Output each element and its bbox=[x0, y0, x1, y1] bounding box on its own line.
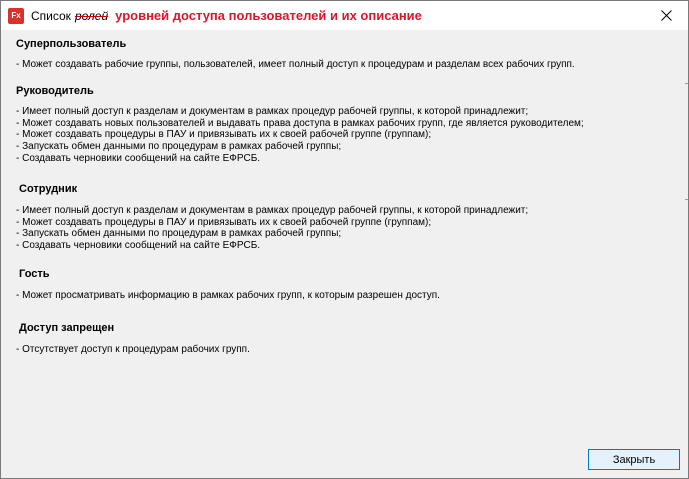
description-line: - Имеет полный доступ к разделам и документам в рамках процедур рабочей группы, к которой принадлежит; bbox=[16, 205, 529, 216]
close-button[interactable]: Закрыть bbox=[588, 449, 680, 470]
window-title-plain: Список bbox=[31, 8, 71, 23]
app-icon: Fx bbox=[8, 8, 24, 24]
section-title-employee: Сотрудник bbox=[19, 183, 78, 195]
description-line: - Может создавать процедуры в ПАУ и привязывать их к своей рабочей группе (группам); bbox=[16, 216, 432, 228]
section-lines-guest bbox=[16, 290, 440, 302]
section-title-manager: Руководитель bbox=[16, 85, 94, 97]
window-title-struck: ролей bbox=[74, 8, 109, 23]
title-bar bbox=[1, 1, 688, 30]
close-icon bbox=[661, 10, 672, 21]
window-close-button[interactable] bbox=[644, 1, 688, 30]
section-title-guest: Гость bbox=[19, 268, 50, 280]
section-title-superuser: Суперпользователь bbox=[16, 38, 127, 50]
description-line: - Может просматривать информацию в рамках рабочих групп, к которым разрешен доступ. bbox=[16, 290, 440, 301]
section-lines-superuser bbox=[16, 59, 575, 71]
description-line: - Запускать обмен данными по процедурам в рамках рабочей группы; bbox=[16, 141, 342, 153]
description-line: - Может создавать процедуры в ПАУ и привязывать их к своей рабочей группе (группам); bbox=[16, 129, 432, 141]
description-line: - Отсутствует доступ к процедурам рабочих групп. bbox=[16, 344, 250, 355]
description-line: - Может создавать новых пользователей и выдавать права доступа в рамках рабочих групп, где является руководителем; bbox=[16, 117, 584, 129]
description-line: - Имеет полный доступ к разделам и документам в рамках процедур рабочей группы, к которой принадлежит; bbox=[16, 106, 529, 117]
description-line: - Может создавать рабочие группы, пользователей, имеет полный доступ к процедурам и разделам всех рабочих групп. bbox=[16, 59, 575, 70]
window-title-annotation: уровней доступа пользователей и их описание bbox=[115, 8, 422, 23]
section-lines-employee bbox=[16, 205, 528, 252]
section-lines-manager bbox=[16, 106, 584, 165]
description-line: - Создавать черновики сообщений на сайте ЕФРСБ. bbox=[16, 152, 261, 164]
description-line: - Запускать обмен данными по процедурам в рамках рабочей группы; bbox=[16, 228, 342, 240]
section-lines-access-denied bbox=[16, 344, 250, 356]
edge-tick bbox=[685, 199, 688, 200]
description-line: - Создавать черновики сообщений на сайте ЕФРСБ. bbox=[16, 240, 261, 252]
roles-description-panel bbox=[1, 30, 688, 478]
section-title-access-denied: Доступ запрещен bbox=[19, 322, 115, 334]
edge-tick bbox=[685, 83, 688, 84]
